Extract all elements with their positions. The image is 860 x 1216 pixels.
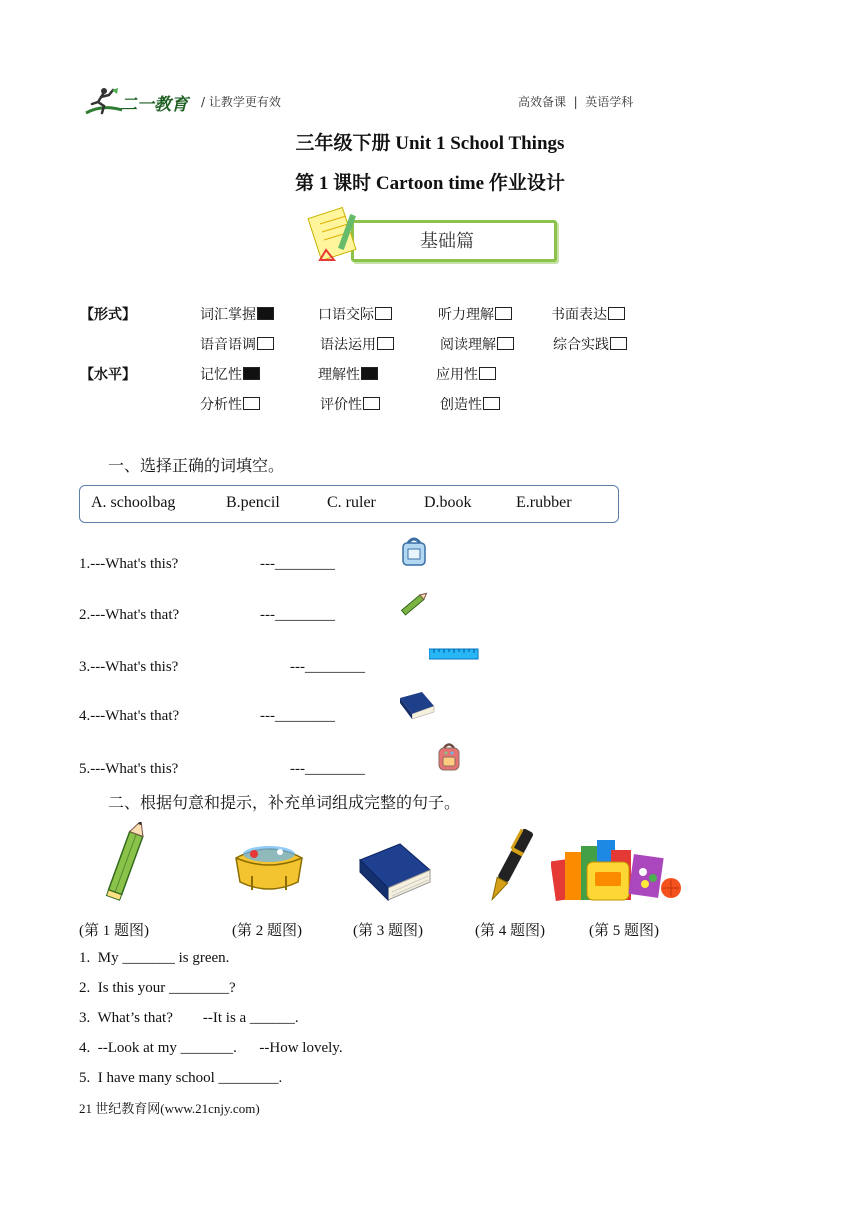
checkbox[interactable] — [363, 397, 380, 410]
section-banner — [306, 206, 554, 264]
sentence: 4. --Look at my _______. --How lovely. — [79, 1040, 343, 1056]
question-text: 2.---What's that? — [79, 607, 180, 623]
question-text: 5.---What's this? — [79, 761, 179, 777]
green-pencil-icon — [95, 822, 155, 908]
forms-item[interactable]: 听力理解 — [438, 304, 512, 324]
answer-blank[interactable]: ---________ — [260, 708, 335, 724]
checkbox[interactable] — [497, 337, 514, 350]
checkbox[interactable] — [361, 367, 378, 380]
footer: 21 世纪教育网(www.21cnjy.com) — [79, 1101, 260, 1116]
picture-caption: (第 5 题图) — [589, 923, 659, 939]
checkbox[interactable] — [375, 307, 392, 320]
question-text: 3.---What's this? — [79, 659, 179, 675]
checkbox[interactable] — [483, 397, 500, 410]
fountain-pen-icon — [485, 826, 535, 906]
levels-item[interactable]: 分析性 — [200, 394, 260, 414]
forms-item[interactable]: 词汇掌握 — [200, 304, 274, 324]
backpack-small-icon — [436, 740, 462, 772]
forms-item[interactable]: 综合实践 — [553, 334, 627, 354]
question-text: 4.---What's that? — [79, 708, 180, 724]
forms-item[interactable]: 书面表达 — [551, 304, 625, 324]
notepad-icon — [306, 206, 366, 264]
part2-heading: 二、根据句意和提示，补充单词组成完整的句子。 — [108, 795, 461, 812]
word-option: C. ruler — [327, 494, 376, 511]
picture-caption: (第 2 题图) — [232, 923, 302, 939]
school-supplies-icon — [551, 838, 683, 902]
part1-heading: 一、选择正确的词填空。 — [108, 458, 285, 475]
checkbox[interactable] — [608, 307, 625, 320]
pencil-small-icon — [398, 588, 432, 618]
logo — [82, 86, 192, 116]
forms-item[interactable]: 口语交际 — [318, 304, 392, 324]
picture-caption: (第 1 题图) — [79, 923, 149, 939]
checkbox[interactable] — [377, 337, 394, 350]
checkbox[interactable] — [610, 337, 627, 350]
checkbox[interactable] — [495, 307, 512, 320]
checkbox[interactable] — [257, 307, 274, 320]
answer-blank[interactable]: ---________ — [290, 659, 365, 675]
checkbox[interactable] — [257, 337, 274, 350]
answer-blank[interactable]: ---________ — [290, 761, 365, 777]
answer-blank[interactable]: ---________ — [260, 556, 335, 572]
schoolbag-small-icon — [399, 535, 429, 567]
sentence: 2. Is this your ________? — [79, 980, 236, 996]
word-option: B.pencil — [226, 494, 280, 511]
banner-label: 基础篇 — [420, 231, 474, 252]
forms-item[interactable]: 语音语调 — [200, 334, 274, 354]
picture-caption: (第 4 题图) — [475, 923, 545, 939]
word-option: E.rubber — [516, 494, 572, 511]
word-option: A. schoolbag — [91, 494, 176, 511]
checkbox[interactable] — [243, 397, 260, 410]
forms-item[interactable]: 语法运用 — [320, 334, 394, 354]
book-small-icon — [398, 690, 436, 720]
levels-item[interactable]: 应用性 — [436, 364, 496, 384]
ruler-small-icon — [429, 647, 479, 661]
header-right: 高效备课 | 英语学科 — [518, 95, 634, 109]
forms-label: 【形式】 — [80, 308, 136, 323]
logo-text: 二一教育 — [120, 95, 188, 115]
checkbox[interactable] — [243, 367, 260, 380]
picture-caption: (第 3 题图) — [353, 923, 423, 939]
levels-label: 【水平】 — [80, 368, 136, 383]
word-option: D.book — [424, 494, 472, 511]
levels-item[interactable]: 评价性 — [320, 394, 380, 414]
blue-book-icon — [358, 840, 432, 902]
header-slogan: / 让教学更有效 — [201, 95, 281, 109]
pencil-case-icon — [232, 836, 306, 896]
levels-item[interactable]: 创造性 — [440, 394, 500, 414]
levels-item[interactable]: 记忆性 — [200, 364, 260, 384]
sentence: 1. My _______ is green. — [79, 950, 230, 966]
page-title: 三年级下册 Unit 1 School Things — [295, 133, 565, 154]
answer-blank[interactable]: ---________ — [260, 607, 335, 623]
levels-item[interactable]: 理解性 — [318, 364, 378, 384]
checkbox[interactable] — [479, 367, 496, 380]
sentence: 5. I have many school ________. — [79, 1070, 283, 1086]
forms-item[interactable]: 阅读理解 — [440, 334, 514, 354]
sentence: 3. What’s that? --It is a ______. — [79, 1010, 299, 1026]
page-subtitle: 第 1 课时 Cartoon time 作业设计 — [295, 173, 565, 194]
question-text: 1.---What's this? — [79, 556, 179, 572]
